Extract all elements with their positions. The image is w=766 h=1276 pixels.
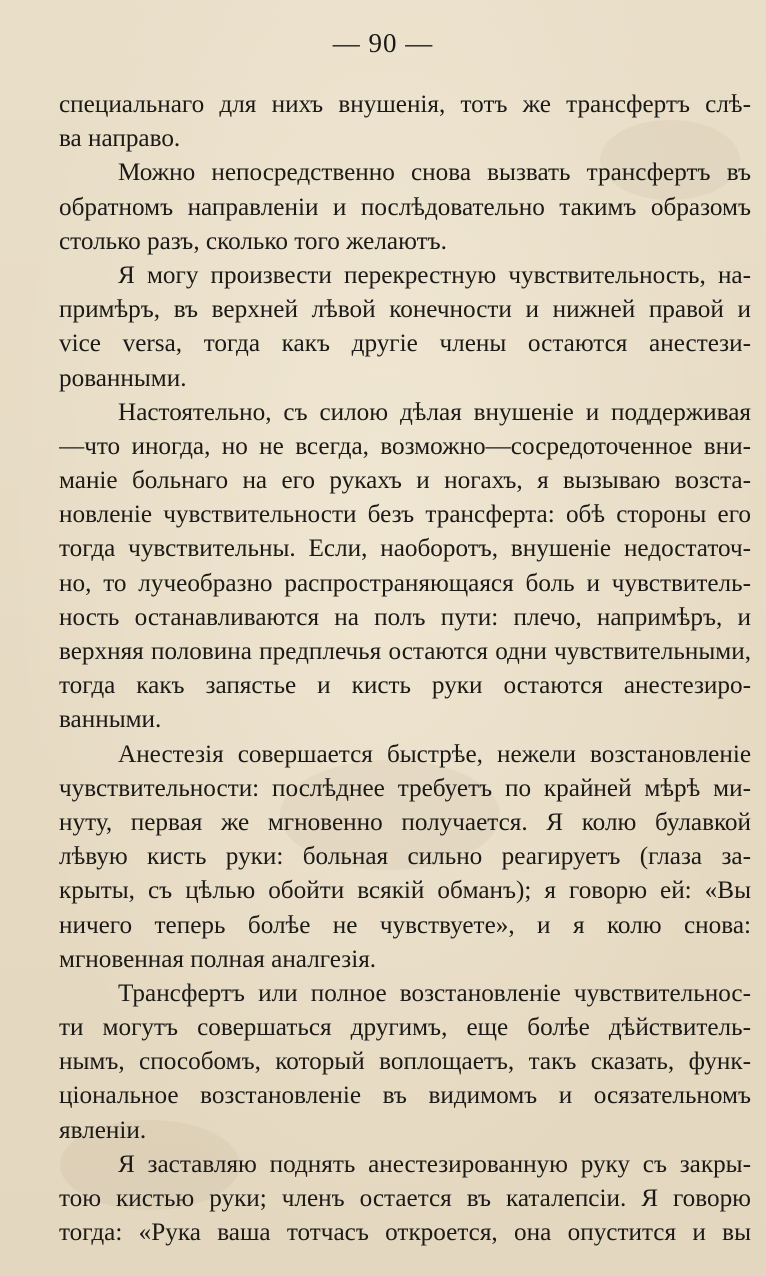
text-line: тогда: «Рука ваша тотчасъ откроется, она опустится и вы (59, 1219, 751, 1247)
paragraph-first-line: Анестезія совершается быстрѣе, нежели возстановленіе (118, 740, 751, 768)
text-line: ва направо. (59, 125, 181, 153)
text-line: ничего теперь болѣе не чувствуете», и я колю снова: (59, 911, 751, 939)
text-line: верхняя половина предплечья остаются одни чувствительными, (59, 638, 751, 665)
text-line: крыты, съ цѣлью обойти всякій обманъ); я говорю ей: «Вы (59, 877, 751, 905)
paragraph-first-line: Я заставляю поднять анестезированную руку съ закры- (118, 1150, 751, 1178)
text-line: vice versa, тогда какъ другіе члены остаются анестези- (59, 330, 751, 358)
paragraph-first-line: Можно непосредственно снова вызвать трансфертъ въ (118, 159, 751, 187)
text-line: маніе больнаго на его рукахъ и ногахъ, я вызываю возста- (59, 467, 751, 495)
text-line: ціональное возстановленіе въ видимомъ и осязательномъ (59, 1082, 751, 1110)
text-line: лѣвую кисть руки: больная сильно реагируетъ (глаза за- (59, 843, 751, 871)
text-line: ти могутъ совершаться другимъ, еще болѣе дѣйствитель- (59, 1014, 751, 1042)
text-line: но, то лучеобразно распространяющаяся боль и чувствитель- (59, 569, 751, 597)
text-line: обратномъ направленіи и послѣдовательно такимъ образомъ (59, 193, 751, 221)
text-line: нымъ, способомъ, который воплощаетъ, такъ сказать, функ- (59, 1048, 751, 1076)
text-line: специальнаго для нихъ внушенія, тотъ же трансфертъ слѣ- (59, 91, 751, 118)
text-line: рованными. (59, 364, 187, 392)
page-number: — 90 — (332, 28, 434, 58)
paragraph-first-line: Я могу произвести перекрестную чувствительность, на- (118, 261, 751, 289)
text-line: столько разъ, сколько того желаютъ. (59, 227, 447, 255)
text-line: примѣръ, въ верхней лѣвой конечности и нижней правой и (59, 296, 751, 324)
text-line: мгновенная полная аналгезія. (59, 945, 377, 973)
text-line: новленіе чувствительности безъ трансферта: обѣ стороны его (59, 501, 751, 529)
text-line: ность останавливаются на полъ пути: плечо, напримѣръ, и (59, 603, 751, 631)
text-line: тогда чувствительны. Если, наоборотъ, внушеніе недостаточ- (59, 535, 751, 563)
paragraph-first-line: Трансфертъ или полное возстановленіе чувствительнос- (118, 979, 751, 1007)
text-line: тою кистью руки; членъ остается въ каталепсіи. Я говорю (59, 1185, 751, 1212)
text-line: тогда какъ запястье и кисть руки остаются анестезиро- (59, 672, 751, 700)
text-line: ванными. (59, 706, 162, 734)
paragraph-first-line: Настоятельно, съ силою дѣлая внушеніе и поддерживая (118, 398, 751, 426)
body-text (59, 88, 751, 1250)
text-line: чувствительности: послѣднее требуетъ по крайней мѣрѣ ми- (59, 774, 751, 802)
text-line: нуту, первая же мгновенно получается. Я колю булавкой (59, 808, 751, 836)
text-line: —что иногда, но не всегда, возможно—сосредоточенное вни- (59, 432, 751, 460)
text-line: явленіи. (59, 1116, 147, 1144)
